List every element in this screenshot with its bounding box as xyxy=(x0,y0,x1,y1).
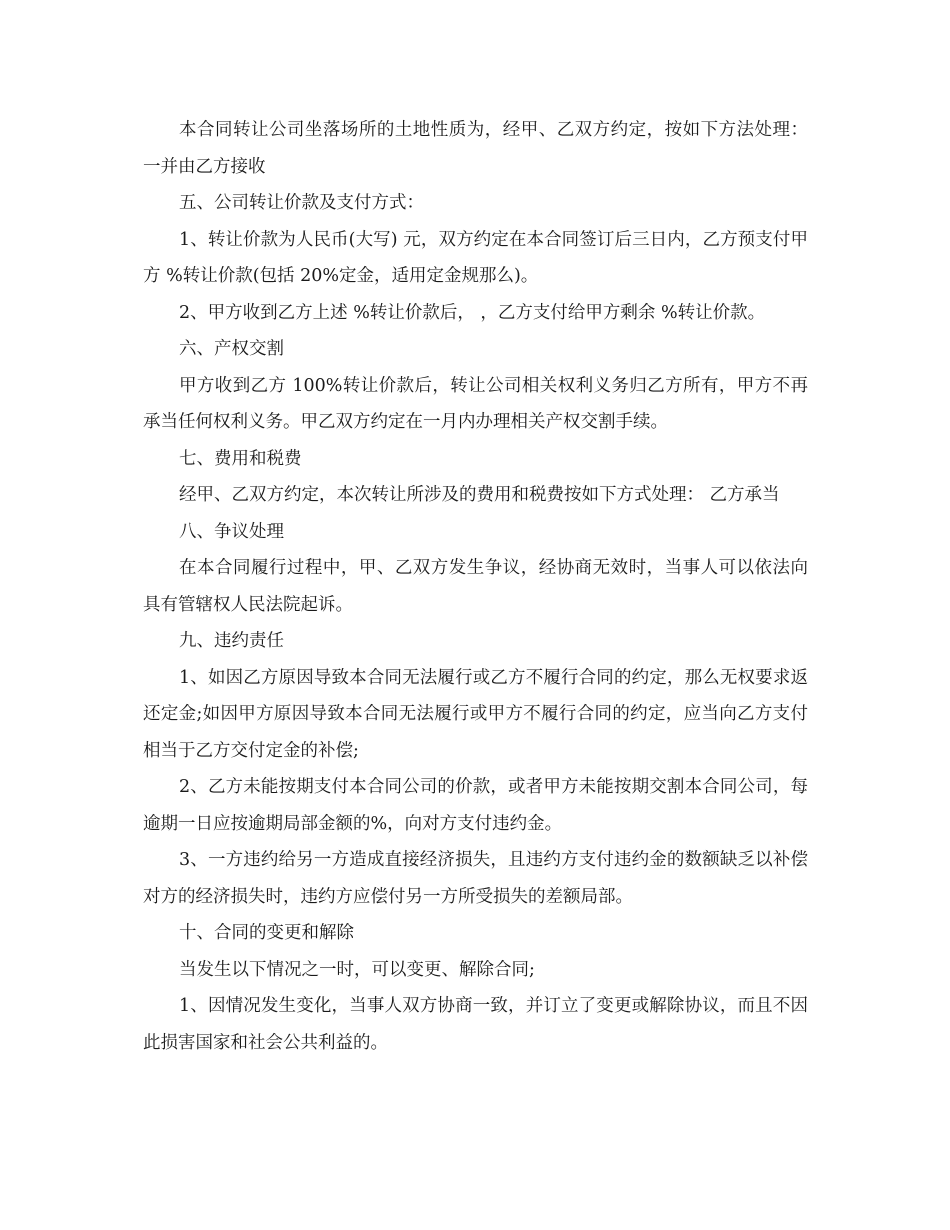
paragraph-10-intro: 当发生以下情况之一时，可以变更、解除合同; xyxy=(179,959,535,980)
heading-section-8: 八、争议处理 xyxy=(179,521,284,542)
paragraph-7: 经甲、乙双方约定，本次转让所涉及的费用和税费按如下方式处理： 乙方承当 xyxy=(179,485,780,505)
heading-section-10: 十、合同的变更和解除 xyxy=(179,923,354,943)
paragraph-8: 在本合同履行过程中，甲、乙双方发生争议，经协商无效时，当事人可以依法向具有管辖权人民法院起诉。 xyxy=(143,558,808,615)
heading-section-6: 六、产权交割 xyxy=(179,339,284,359)
paragraph-land-nature: 本合同转让公司坐落场所的土地性质为，经甲、乙双方约定，按如下方法处理：一并由乙方接收 xyxy=(143,120,808,177)
heading-section-5: 五、公司转让价款及支付方式： xyxy=(179,193,424,213)
paragraph-6: 甲方收到乙方 100%转让价款后，转让公司相关权利义务归乙方所有，甲方不再承当任何权利义务。甲乙双方约定在一月内办理相关产权交割手续。 xyxy=(143,375,808,432)
heading-section-7: 七、费用和税费 xyxy=(179,448,302,469)
paragraph-9-3: 3、一方违约给另一方造成直接经济损失，且违约方支付违约金的数额缺乏以补偿对方的经济损失时，违约方应偿付另一方所受损失的差额局部。 xyxy=(143,850,808,907)
paragraph-5-2: 2、甲方收到乙方上述 %转让价款后， ，乙方支付给甲方剩余 %转让价款。 xyxy=(179,302,766,323)
document-body xyxy=(143,112,808,1061)
paragraph-9-2: 2、乙方未能按期支付本合同公司的价款，或者甲方未能按期交割本合同公司，每逾期一日应按逾期局部金额的%，向对方支付违约金。 xyxy=(143,777,808,834)
heading-section-9: 九、违约责任 xyxy=(179,631,284,651)
paragraph-5-1: 1、转让价款为人民币(大写) 元，双方约定在本合同签订后三日内，乙方预支付甲方 %转让价款(包括 20%定金，适用定金规那么)。 xyxy=(143,229,808,286)
paragraph-9-1: 1、如因乙方原因导致本合同无法履行或乙方不履行合同的约定，那么无权要求返还定金;如因甲方原因导致本合同无法履行或甲方不履行合同的约定，应当向乙方支付相当于乙方交付定金的补偿; xyxy=(143,667,808,761)
paragraph-10-1: 1、因情况发生变化，当事人双方协商一致，并订立了变更或解除协议，而且不因此损害国家和社会公共利益的。 xyxy=(143,996,808,1053)
